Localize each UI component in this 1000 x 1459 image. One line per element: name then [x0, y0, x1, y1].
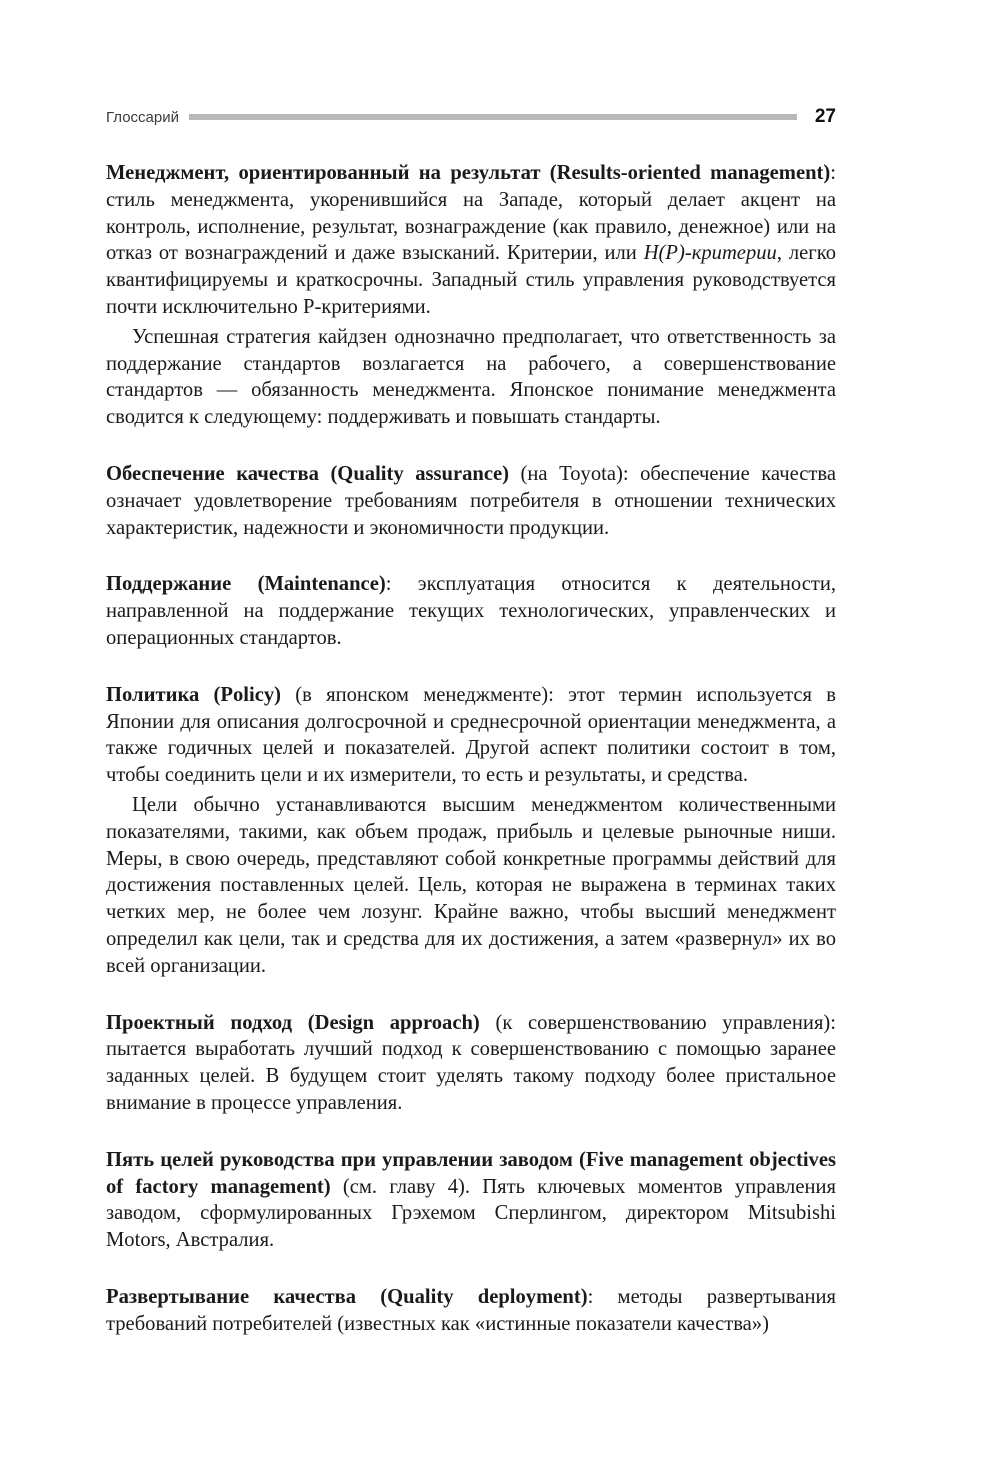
glossary-entry-five-management-objectives: [106, 1147, 836, 1254]
entry-separator: [509, 463, 521, 485]
entry-term: Развертывание качества (Quality deployment): [106, 1285, 588, 1308]
entry-separator: :: [385, 573, 418, 596]
entry-paragraph: [106, 1284, 836, 1338]
glossary-entry-results-oriented-management: [106, 160, 836, 431]
entry-term: Менеджмент, ориентированный на результат (Results-oriented management): [106, 162, 831, 184]
entry-paragraph: [106, 1147, 836, 1254]
glossary-entry-design-approach: [106, 1010, 836, 1117]
entry-term: Поддержание (Maintenance): [106, 573, 386, 596]
running-header: [106, 104, 836, 130]
entry-term: Политика (Policy): [106, 683, 282, 706]
entry-paragraph: [106, 682, 836, 789]
entry-separator: :: [830, 162, 836, 184]
entry-paragraph-2: Успешная стратегия кайдзен однозначно предполагает, что ответственность за поддержание стандартов возлагается на рабочего, а совершенствование стандартов — обязанность менеджмента. Японское понимание менеджмента сводится к следующему: поддерживать и повышать стандарты.: [106, 325, 836, 429]
entry-text: стиль менеджмента, укоренившийся на Западе, который делает акцент на контроль, исполнение, результат, вознаграждение (как правило, денежное) или на отказ от вознаграждений и даже взысканий. Критерии, или: [106, 188, 836, 265]
glossary-body: [106, 160, 836, 1367]
entry-term: Проектный подход (Design approach): [106, 1011, 480, 1034]
entry-text: эксплуатация относится к деятельности, направленной на поддержание текущих технологических, управленческих и операционных стандартов.: [106, 573, 836, 649]
glossary-entry-quality-deployment: [106, 1284, 836, 1338]
entry-italic-term: Н(Р)-критерии: [643, 242, 777, 265]
entry-text: методы развертывания требований потребителей (известных как «истинные показатели качества»): [106, 1285, 836, 1335]
entry-text: , легко квантифицируемы и краткосрочны. Западный стиль управления руководствуется почти исключительно Р-критериями.: [106, 242, 836, 318]
entry-paragraph: [106, 160, 836, 321]
glossary-entry-policy: [106, 682, 836, 980]
entry-separator: [331, 1176, 343, 1198]
header-rule: [189, 114, 797, 120]
entry-term: Пять целей руководства при управлении заводом (Five management objectives of factory management): [106, 1148, 836, 1198]
section-title: Глоссарий: [106, 108, 179, 126]
entry-text: (в японском менеджменте): этот термин используется в Японии для описания долгосрочной и среднесрочной ориентации менеджмента, а также годичных целей и показателей. Другой аспект политики состоит в том, чтобы соединить цели и их измерители, то есть и результаты, и средства.: [106, 683, 837, 787]
entry-text: (к совершенствованию управления): пытается выработать лучший подход к совершенствованию с помощью заранее заданных целей. В будущем стоит уделять такому подходу более пристальное внимание в процессе управления.: [106, 1011, 836, 1114]
entry-text: (на Toyota): обеспечение качества означает удовлетворение требованиям потребителя в отношении технических характеристик, надежности и экономичности продукции.: [106, 462, 836, 539]
glossary-entry-quality-assurance: [106, 461, 836, 541]
entry-term: Обеспечение качества (Quality assurance): [106, 462, 510, 485]
entry-separator: [281, 684, 295, 706]
entry-paragraph-2: Цели обычно устанавливаются высшим менеджментом количественными показателями, такими, как объем продаж, прибыль и целевые рыночные ниши. Меры, в свою очередь, представляют собой конкретные программы действий для достижения поставленных целей. Цель, которая не выражена в терминах таких четких мер, не более чем лозунг. Крайне важно, чтобы высший менеджмент определил как цели, так и средства для их достижения, а затем «развернул» их во всей организации.: [106, 793, 836, 977]
entry-paragraph: [106, 571, 836, 651]
entry-separator: :: [587, 1285, 618, 1308]
entry-paragraph: [106, 1010, 836, 1117]
entry-text: (см. главу 4). Пять ключевых моментов управления заводом, сформулированных Грэхемом Сперлингом, директором Mitsubishi Motors, Австралия.: [106, 1175, 836, 1252]
glossary-entry-maintenance: [106, 571, 836, 651]
entry-paragraph: [106, 461, 836, 541]
entry-separator: [480, 1012, 496, 1034]
page-number: 27: [814, 106, 836, 127]
